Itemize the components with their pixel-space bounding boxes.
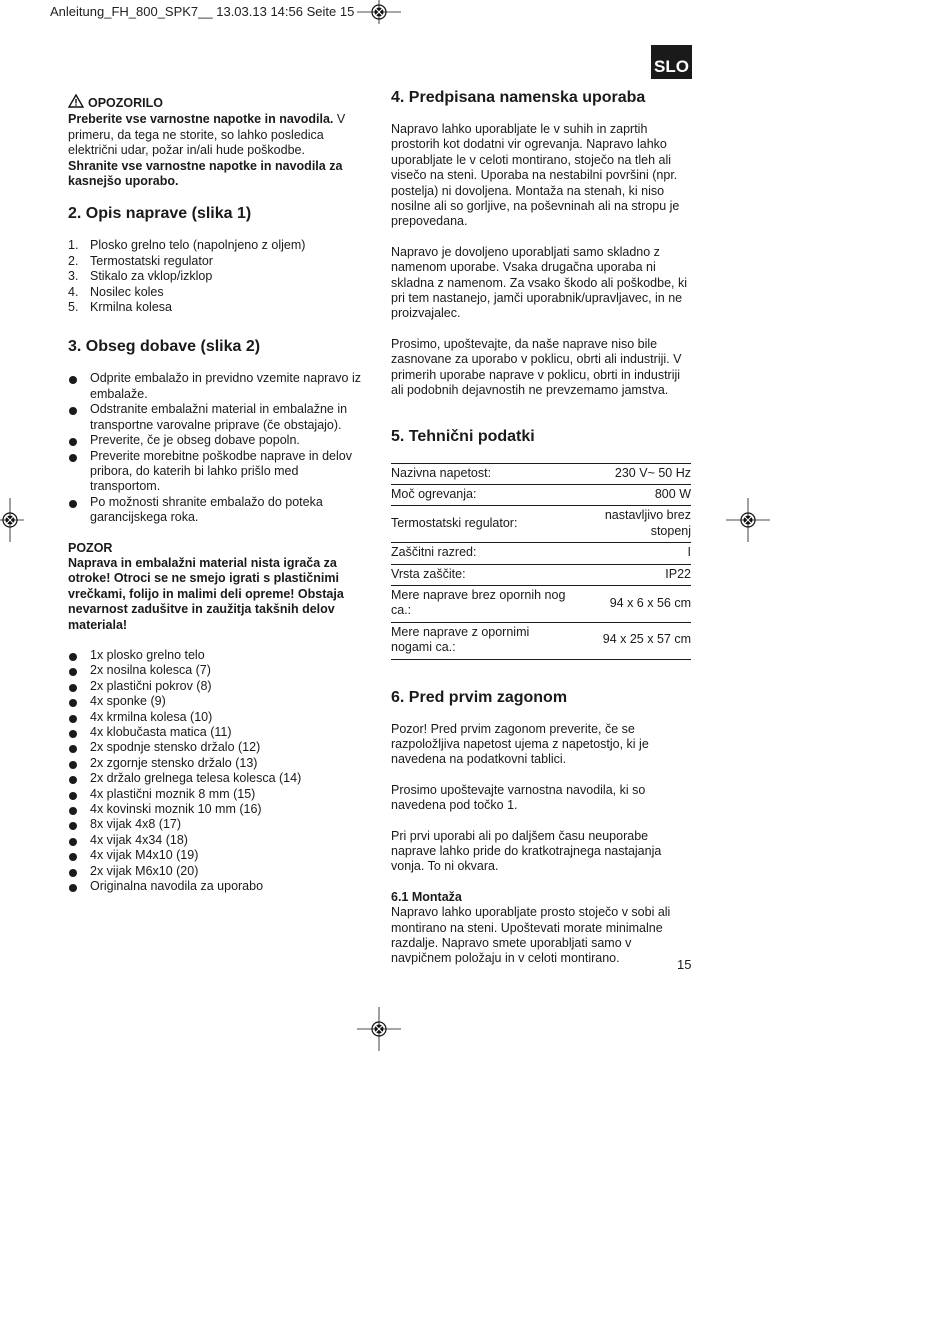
bullet-icon (68, 848, 90, 863)
device-parts-list (68, 238, 366, 315)
list-item (68, 725, 366, 740)
print-slug: Anleitung_FH_800_SPK7__ 13.03.13 14:56 Seite 15 (50, 4, 355, 19)
bullet-icon (68, 864, 90, 879)
list-item (68, 300, 366, 315)
list-item (68, 285, 366, 300)
section-2-heading: 2. Opis naprave (slika 1) (68, 205, 252, 223)
table-row (391, 506, 691, 543)
list-item (68, 269, 366, 284)
warning-triangle-icon (68, 94, 84, 112)
list-item (68, 679, 366, 694)
language-tab: SLO (651, 45, 692, 79)
registration-mark-icon (726, 498, 770, 542)
page-number: 15 (677, 957, 692, 972)
section-3-heading: 3. Obseg dobave (slika 2) (68, 338, 261, 356)
list-item-text: 2x plastični pokrov (8) (90, 678, 212, 693)
first-start-paragraph-2: Prosimo upoštevajte varnostna navodila, ki so navedena pod točko 1. (391, 782, 646, 813)
list-item-text: 2x spodnje stensko držalo (12) (90, 740, 261, 755)
list-item-number: 4. (68, 284, 79, 299)
spec-label: Termostatski regulator: (391, 506, 574, 543)
spec-label: Zaščitni razred: (391, 543, 574, 564)
bullet-icon (68, 833, 90, 848)
bullet-icon (68, 679, 90, 694)
spec-value: 230 V~ 50 Hz (574, 463, 691, 484)
section-4-heading: 4. Predpisana namenska uporaba (391, 89, 646, 106)
table-row (391, 622, 691, 659)
list-item-text: Termostatski regulator (90, 253, 213, 268)
list-item (68, 787, 366, 802)
list-item (68, 495, 366, 526)
list-item-text: 4x kovinski moznik 10 mm (16) (90, 802, 262, 817)
intended-use-paragraph-1: Napravo lahko uporabljate le v suhih in zaprtih prostorih kot dodatni vir ogrevanja. Napravo lahko uporabljate le v celoti montirano, stoječo na tleh ali visečo na steni. Uporaba na nestabilni površini (npr. postelja) ni dovoljena. Montaža na stenah, ki niso nosilne ali so gorljive, na poševninah ali na stropu je prepovedana. (391, 122, 680, 229)
list-item (68, 848, 366, 863)
registration-mark-icon (357, 0, 401, 24)
list-item (68, 254, 366, 269)
list-item (68, 449, 366, 495)
bullet-icon (68, 725, 90, 740)
bullet-icon (68, 402, 90, 433)
list-item-text: Preverite morebitne poškodbe naprave in delov pribora, do katerih bi lahko prišlo med transportom. (90, 448, 352, 494)
spec-value: I (574, 543, 691, 564)
list-item-text: 4x plastični moznik 8 mm (15) (90, 786, 256, 801)
assembly-text: Napravo lahko uporabljate prosto stoječo v sobi ali montirano na steni. Upoštevati morate minimalne razdalje. Napravo smete uporabljati samo v navpičnem položaju in v celoti montirano. (391, 905, 671, 966)
list-item (68, 833, 366, 848)
registration-mark-icon (357, 1007, 401, 1051)
list-item-text: Originalna navodila za uporabo (90, 879, 264, 894)
first-start-paragraph-1: Pozor! Pred prvim zagonom preverite, če se razpoložljiva napetost ujema z napetostjo, ki je navedena na podatkovni tablici. (391, 721, 649, 767)
bullet-icon (68, 756, 90, 771)
table-row (391, 585, 691, 622)
list-item (68, 802, 366, 817)
section-5-heading: 5. Tehnični podatki (391, 427, 535, 445)
list-item (68, 710, 366, 725)
list-item-text: Po možnosti shranite embalažo do poteka garancijskega roka. (90, 494, 323, 525)
spec-value: 94 x 25 x 57 cm (574, 622, 691, 659)
list-item-text: Preverite, če je obseg dobave popoln. (90, 433, 300, 448)
spec-value: nastavljivo brez stopenj (574, 506, 691, 543)
list-item-text: 4x krmilna kolesa (10) (90, 709, 213, 724)
bullet-icon (68, 710, 90, 725)
list-item (68, 740, 366, 755)
technical-data-table (391, 463, 691, 660)
spec-label: Mere naprave z opornimi nogami ca.: (391, 622, 574, 659)
list-item-text: Odstranite embalažni material in embalažne in transportne varovalne priprave (če obstajajo). (90, 402, 348, 432)
table-row (391, 463, 691, 484)
warning-plain-text: V primeru, da tega ne storite, so lahko posledica električni udar, požar in/ali hude poškodbe. (68, 112, 346, 158)
supply-steps-list (68, 371, 366, 525)
spec-value: 800 W (574, 484, 691, 505)
bullet-icon (68, 694, 90, 709)
list-item-text: Krmilna kolesa (90, 300, 172, 315)
section-6-heading: 6. Pred prvim zagonom (391, 688, 568, 706)
bullet-icon (68, 371, 90, 402)
list-item-number: 2. (68, 253, 79, 268)
list-item-text: 4x vijak M4x10 (19) (90, 848, 199, 863)
list-item (68, 864, 366, 879)
list-item (68, 771, 366, 786)
package-contents-list (68, 648, 366, 895)
bullet-icon (68, 817, 90, 832)
spec-value: IP22 (574, 564, 691, 585)
spec-value: 94 x 6 x 56 cm (574, 585, 691, 622)
list-item-number: 5. (68, 300, 79, 315)
list-item (68, 817, 366, 832)
intended-use-paragraph-2: Napravo je dovoljeno uporabljati samo skladno z namenom uporabe. Vsaka drugačna uporaba ni skladna z namenom. Za vsako škodo ali poškodbe, ki pri tem nastanejo, jamči uporabnik/upravljavec, in ne proizvajalec. (391, 244, 687, 321)
first-start-paragraph-3: Pri prvi uporabi ali po daljšem času neuporabe naprave lahko pride do kratkotrajnega nastajanja vonja. To ni okvara. (391, 828, 662, 874)
list-item-text: Plosko grelno telo (napolnjeno z oljem) (90, 238, 306, 253)
list-item (68, 238, 366, 253)
table-row (391, 543, 691, 564)
bullet-icon (68, 787, 90, 802)
list-item-text: Odprite embalažo in previdno vzemite napravo iz embalaže. (90, 371, 361, 401)
bullet-icon (68, 879, 90, 894)
left-column (68, 94, 366, 894)
warning-title: OPOZORILO (88, 95, 163, 110)
list-item-text: Stikalo za vklop/izklop (90, 269, 213, 284)
bullet-icon (68, 740, 90, 755)
spec-label: Nazivna napetost: (391, 463, 574, 484)
table-row (391, 564, 691, 585)
spec-label: Moč ogrevanja: (391, 484, 574, 505)
intended-use-paragraph-3: Prosimo, upoštevajte, da naše naprave niso bile zasnovane za uporabo v poklicu, obrti ali industriji. V primerih uporabe naprave v poklicu, obrti in industriji ali podobnih dejavnostih ne prevzemamo jamstva. (391, 336, 682, 398)
list-item-text: 8x vijak 4x8 (17) (90, 817, 182, 832)
assembly-subheading: 6.1 Montaža (391, 889, 462, 904)
list-item-text: 2x zgornje stensko držalo (13) (90, 755, 258, 770)
warning-keep-text: Shranite vse varnostne napotke in navodila za kasnejšo uporabo. (68, 158, 343, 189)
list-item-text: 4x sponke (9) (90, 694, 166, 709)
list-item (68, 663, 366, 678)
list-item-text: Nosilec koles (90, 284, 164, 299)
list-item-number: 1. (68, 238, 79, 253)
list-item-text: 1x plosko grelno telo (90, 647, 205, 662)
warning-text (68, 112, 366, 158)
list-item-text: 4x vijak 4x34 (18) (90, 832, 188, 847)
list-item (68, 371, 366, 402)
bullet-icon (68, 495, 90, 526)
list-item (68, 694, 366, 709)
registration-mark-icon (0, 498, 24, 542)
bullet-icon (68, 802, 90, 817)
list-item (68, 756, 366, 771)
table-row (391, 484, 691, 505)
list-item-text: 2x nosilna kolesca (7) (90, 663, 211, 678)
bullet-icon (68, 648, 90, 663)
list-item (68, 879, 366, 894)
warning-heading (68, 94, 366, 112)
caution-title: POZOR (68, 540, 113, 555)
bullet-icon (68, 663, 90, 678)
bullet-icon (68, 449, 90, 495)
caution-text: Naprava in embalažni material nista igrača za otroke! Otroci se ne smejo igrati s plastičnimi vrečkami, folijo in malimi deli opreme! Obstaja nevarnost zadušitve in zaužitja takšnih delov materiala! (68, 555, 344, 632)
right-column (391, 88, 691, 967)
list-item-text: 2x držalo grelnega telesa kolesca (14) (90, 771, 302, 786)
list-item (68, 402, 366, 433)
spec-label: Vrsta zaščite: (391, 564, 574, 585)
warning-bold-text: Preberite vse varnostne napotke in navodila. (68, 112, 334, 127)
list-item (68, 648, 366, 663)
bullet-icon (68, 433, 90, 448)
list-item-text: 4x klobučasta matica (11) (90, 725, 232, 739)
list-item (68, 433, 366, 448)
list-item-text: 2x vijak M6x10 (20) (90, 863, 199, 878)
bullet-icon (68, 771, 90, 786)
spec-label: Mere naprave brez opornih nog ca.: (391, 585, 574, 622)
list-item-number: 3. (68, 269, 79, 284)
